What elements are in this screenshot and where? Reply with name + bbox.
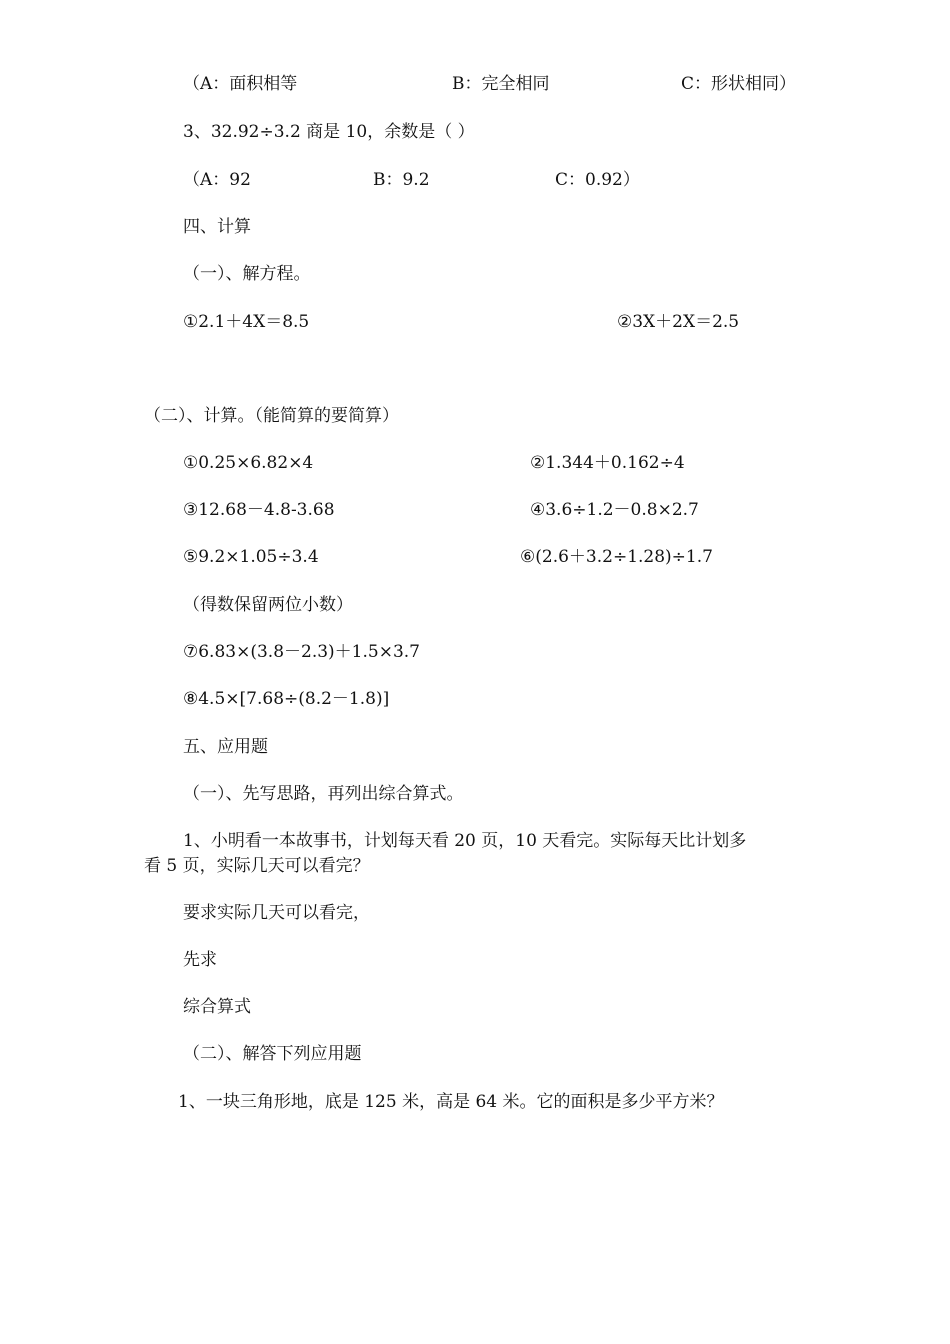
calc-item-6: ⑥(2.6＋3.2÷1.28)÷1.7 bbox=[520, 547, 713, 567]
q3-option-a: （A：92 bbox=[183, 170, 251, 190]
first-find-text: 先求 bbox=[183, 950, 217, 970]
calc-item-8: ⑧4.5×[7.68÷(8.2－1.8)] bbox=[183, 689, 390, 709]
section4-title: 四、计算 bbox=[183, 217, 251, 237]
calc-item-1: ①0.25×6.82×4 bbox=[183, 453, 314, 473]
problem1-line2: 看 5 页，实际几天可以看完？ bbox=[144, 856, 370, 876]
problem2-text: 1、一块三角形地，底是 125 米，高是 64 米。它的面积是多少平方米？ bbox=[178, 1092, 724, 1112]
calc-item-4: ④3.6÷1.2－0.8×2.7 bbox=[530, 500, 699, 520]
formula-label: 综合算式 bbox=[183, 997, 251, 1017]
problem1-line1: 1、小明看一本故事书，计划每天看 20 页，10 天看完。实际每天比计划多 bbox=[183, 831, 747, 851]
q3-stem: 3、32.92÷3.2 商是 10，余数是（ ） bbox=[183, 122, 475, 142]
section4-part1-title: （一）、解方程。 bbox=[183, 264, 311, 284]
q3-option-b: B：9.2 bbox=[373, 170, 430, 190]
section5-part2-title: （二）、解答下列应用题 bbox=[183, 1044, 362, 1064]
q2-option-c: C：形状相同） bbox=[681, 74, 797, 94]
calc-item-3: ③12.68－4.8-3.68 bbox=[183, 500, 335, 520]
rounding-note: （得数保留两位小数） bbox=[183, 595, 353, 615]
q2-option-b: B：完全相同 bbox=[452, 74, 550, 94]
calc-item-5: ⑤9.2×1.05÷3.4 bbox=[183, 547, 319, 567]
q2-option-a: （A：面积相等 bbox=[183, 74, 298, 94]
requirement-text: 要求实际几天可以看完， bbox=[183, 903, 370, 923]
calc-item-2: ②1.344＋0.162÷4 bbox=[530, 453, 685, 473]
equation-1: ①2.1＋4X＝8.5 bbox=[183, 312, 310, 332]
section4-part2-title: （二）、计算。（能简算的要简算） bbox=[144, 406, 399, 426]
section5-title: 五、应用题 bbox=[183, 737, 268, 757]
equation-2: ②3X＋2X＝2.5 bbox=[617, 312, 740, 332]
q3-option-c: C：0.92） bbox=[555, 170, 640, 190]
section5-part1-title: （一）、先写思路，再列出综合算式。 bbox=[183, 784, 464, 804]
calc-item-7: ⑦6.83×(3.8－2.3)＋1.5×3.7 bbox=[183, 642, 420, 662]
